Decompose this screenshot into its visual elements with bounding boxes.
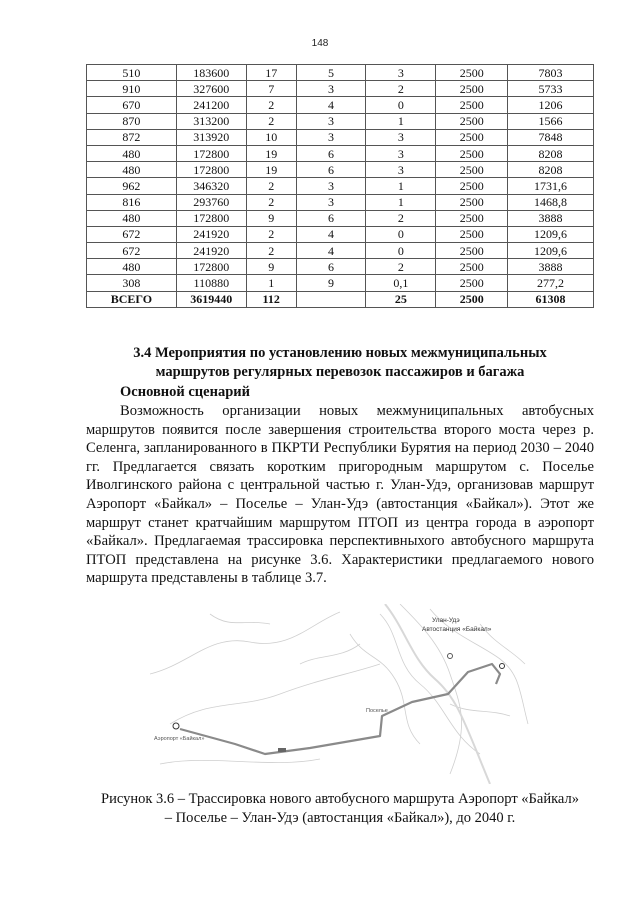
table-cell: 17	[246, 65, 296, 81]
table-cell: 6	[296, 162, 366, 178]
table-cell: 670	[87, 97, 177, 113]
table-cell: 110880	[176, 275, 246, 291]
table-cell: 2500	[436, 65, 508, 81]
table-cell: 480	[87, 259, 177, 275]
table-cell: 172800	[176, 210, 246, 226]
table-cell: 346320	[176, 178, 246, 194]
table-row	[87, 194, 594, 210]
table-cell: 0	[366, 226, 436, 242]
table-cell: 8208	[508, 145, 594, 161]
table-cell: 7803	[508, 65, 594, 81]
table-cell: 172800	[176, 145, 246, 161]
table-cell: 2500	[436, 113, 508, 129]
table-cell: 2	[246, 194, 296, 210]
table-row	[87, 162, 594, 178]
table-total-cell: 25	[366, 291, 436, 307]
table-cell: 4	[296, 243, 366, 259]
table-row	[87, 275, 594, 291]
section-title	[86, 344, 594, 382]
table-cell: 1209,6	[508, 226, 594, 242]
table-total-cell: 61308	[508, 291, 594, 307]
table-row	[87, 178, 594, 194]
table-cell: 2	[246, 178, 296, 194]
table-cell: 1206	[508, 97, 594, 113]
table-cell: 2500	[436, 210, 508, 226]
map-label-city: Улан-Удэ	[432, 617, 460, 624]
table-cell: 2500	[436, 162, 508, 178]
table-cell: 10	[246, 129, 296, 145]
table-cell: 3	[296, 194, 366, 210]
table-cell: 1	[366, 113, 436, 129]
table-total-cell: ВСЕГО	[87, 291, 177, 307]
table-cell: 172800	[176, 259, 246, 275]
table-cell: 9	[296, 275, 366, 291]
table-cell: 2	[246, 226, 296, 242]
table-cell: 2500	[436, 145, 508, 161]
table-cell: 870	[87, 113, 177, 129]
table-cell: 2	[246, 243, 296, 259]
airport-marker	[173, 723, 179, 729]
table-row	[87, 65, 594, 81]
table-cell: 3	[366, 162, 436, 178]
map-label-station: Автостанция «Байкал»	[422, 626, 492, 633]
table-cell: 2500	[436, 243, 508, 259]
table-cell: 6	[296, 145, 366, 161]
table-total-cell: 3619440	[176, 291, 246, 307]
table-cell: 7	[246, 81, 296, 97]
table-row	[87, 226, 594, 242]
table-cell: 1	[366, 194, 436, 210]
table-cell: 0	[366, 97, 436, 113]
table-cell: 2500	[436, 194, 508, 210]
table-cell: 510	[87, 65, 177, 81]
table-cell: 241200	[176, 97, 246, 113]
bus-route-line	[180, 664, 500, 754]
table-cell: 241920	[176, 243, 246, 259]
map-label-airport: Аэропорт «Байкал»	[154, 736, 205, 742]
table-cell: 3	[296, 129, 366, 145]
table-cell: 480	[87, 162, 177, 178]
table-cell: 9	[246, 259, 296, 275]
table-cell: 2500	[436, 81, 508, 97]
table-row	[87, 81, 594, 97]
table-cell: 2	[366, 259, 436, 275]
table-cell: 3	[366, 65, 436, 81]
table-cell: 313200	[176, 113, 246, 129]
table-cell: 8208	[508, 162, 594, 178]
table-cell: 2500	[436, 259, 508, 275]
table-cell: 910	[87, 81, 177, 97]
table-row	[87, 129, 594, 145]
table-cell: 1566	[508, 113, 594, 129]
table-row	[87, 113, 594, 129]
figure-caption-line-2: – Поселье – Улан-Удэ (автостанция «Байкал»), до 2040 г.	[164, 810, 516, 826]
table-cell: 19	[246, 145, 296, 161]
page-number: 148	[311, 38, 329, 49]
table-cell: 872	[87, 129, 177, 145]
section-title-line-1: 3.4 Мероприятия по установлению новых межмуниципальных	[133, 345, 547, 361]
table-cell: 962	[87, 178, 177, 194]
scenario-subheading: Основной сценарий	[120, 384, 250, 400]
table-cell: 672	[87, 243, 177, 259]
figure-caption-line-1: Рисунок 3.6 – Трассировка нового автобусного маршрута Аэропорт «Байкал»	[101, 791, 579, 807]
table-cell: 816	[87, 194, 177, 210]
table-cell: 1	[366, 178, 436, 194]
table-cell: 2	[366, 210, 436, 226]
station-marker	[500, 664, 505, 669]
route-map	[150, 604, 530, 784]
table-cell: 2500	[436, 226, 508, 242]
table-cell: 293760	[176, 194, 246, 210]
table-cell: 3	[296, 178, 366, 194]
table-cell: 6	[296, 259, 366, 275]
table-cell: 241920	[176, 226, 246, 242]
table-cell: 277,2	[508, 275, 594, 291]
table-cell: 480	[87, 210, 177, 226]
table-cell: 3	[366, 129, 436, 145]
table-cell: 19	[246, 162, 296, 178]
city-marker	[448, 654, 453, 659]
table-row	[87, 97, 594, 113]
table-cell: 3	[296, 81, 366, 97]
table-row	[87, 145, 594, 161]
table-cell: 3	[366, 145, 436, 161]
table-total-cell	[296, 291, 366, 307]
table-cell: 1731,6	[508, 178, 594, 194]
table-cell: 672	[87, 226, 177, 242]
route-map-figure	[150, 604, 530, 784]
table-cell: 308	[87, 275, 177, 291]
table-cell: 0,1	[366, 275, 436, 291]
table-cell: 6	[296, 210, 366, 226]
table-total-cell: 2500	[436, 291, 508, 307]
section-title-line-2: маршрутов регулярных перевозок пассажиров и багажа	[155, 364, 525, 380]
table-cell: 3	[296, 113, 366, 129]
table-total-cell: 112	[246, 291, 296, 307]
table-cell: 1468,8	[508, 194, 594, 210]
table-cell: 3888	[508, 210, 594, 226]
table-cell: 2500	[436, 97, 508, 113]
table-cell: 1	[246, 275, 296, 291]
table-cell: 0	[366, 243, 436, 259]
table-cell: 327600	[176, 81, 246, 97]
table-cell: 3888	[508, 259, 594, 275]
table-cell: 480	[87, 145, 177, 161]
table-cell: 9	[246, 210, 296, 226]
table-total-row	[87, 291, 594, 307]
table-cell: 172800	[176, 162, 246, 178]
table-cell: 4	[296, 97, 366, 113]
table-row	[87, 259, 594, 275]
table-cell: 2500	[436, 275, 508, 291]
table-body	[87, 65, 594, 308]
midpoint-marker	[278, 748, 286, 752]
table-cell: 313920	[176, 129, 246, 145]
table-cell: 5733	[508, 81, 594, 97]
map-label-village: Поселье	[366, 708, 388, 714]
table-row	[87, 210, 594, 226]
table-cell: 1209,6	[508, 243, 594, 259]
table-cell: 2	[246, 97, 296, 113]
table-cell: 2500	[436, 129, 508, 145]
table-cell: 183600	[176, 65, 246, 81]
table-cell: 7848	[508, 129, 594, 145]
table-row	[87, 243, 594, 259]
table-cell: 4	[296, 226, 366, 242]
body-paragraph: Возможность организации новых межмуниципальных автобусных маршрутов появится после завершения строительства второго моста через р. Селенга, запланированного в ПКРТИ Республики Бурятия на период 2030 – 2040 гг. Предлагается связать коротким пригородным маршрутом с. Поселье Иволгинского района с центральной частью г. Улан-Удэ, организовав маршрут Аэропорт «Байкал» – Поселье – Улан-Удэ (автостанция «Байкал»). Этот же маршрут станет кратчайшим маршрутом ПТОП из центра города в аэропорт «Байкал». Предлагаемая трассировка перспективныхого автобусного маршрута ПТОП представлена на рисунке 3.6. Характеристики предлагаемого нового маршрута представлены в таблице 3.7.	[86, 403, 594, 587]
route-data-table	[86, 64, 594, 308]
figure-caption	[86, 790, 594, 828]
table-cell: 2500	[436, 178, 508, 194]
table-cell: 2	[246, 113, 296, 129]
table-cell: 2	[366, 81, 436, 97]
table-cell: 5	[296, 65, 366, 81]
